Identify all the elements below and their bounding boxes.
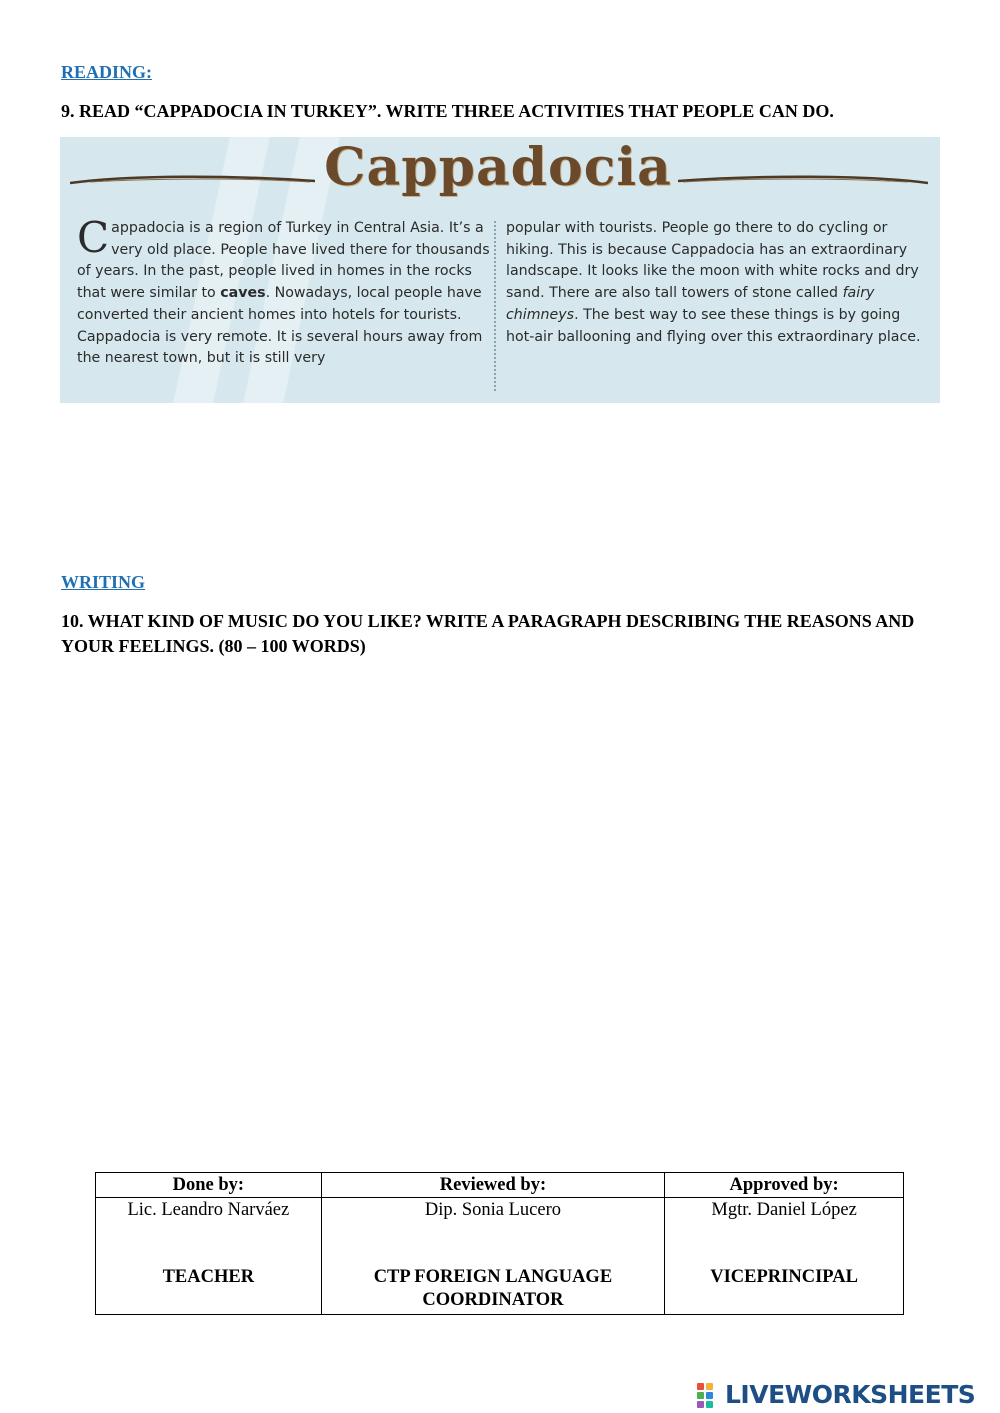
- reading-heading: READING:: [61, 62, 153, 82]
- left-swash-ornament: [70, 171, 315, 189]
- cappadocia-article: [60, 137, 940, 403]
- signature-header-row: [96, 1173, 904, 1198]
- liveworksheets-logo[interactable]: [697, 1379, 975, 1409]
- bold-word-caves: caves: [220, 285, 266, 302]
- coordinator-role: CTP FOREIGN LANGUAGE COORDINATOR: [373, 1267, 613, 1310]
- teacher-role: TEACHER: [162, 1267, 255, 1287]
- signature-table: [95, 1172, 904, 1315]
- teacher-name: Lic. Leandro Narváez: [127, 1200, 290, 1220]
- approved-by-header: Approved by:: [665, 1173, 904, 1198]
- article-right-column: [506, 218, 926, 348]
- coordinator-name: Dip. Sonia Lucero: [424, 1200, 561, 1220]
- done-by-cell: [96, 1198, 322, 1315]
- writing-question: 10. WHAT KIND OF MUSIC DO YOU LIKE? WRITE A PARAGRAPH DESCRIBING THE REASONS AND YOUR FEELINGS. (80 – 100 WORDS): [61, 611, 915, 656]
- left-column-text-2: . Nowadays, local people have converted their ancient homes into hotels for tourists. Cappadocia is very remote. It is several hours away from the nearest town, but it is still very: [77, 285, 483, 367]
- column-divider: [494, 221, 496, 391]
- viceprincipal-name: Mgtr. Daniel López: [711, 1200, 857, 1220]
- viceprincipal-role: VICEPRINCIPAL: [710, 1267, 858, 1287]
- right-column-text-2: . The best way to see these things is by going hot-air ballooning and flying over this extraordinary place.: [506, 306, 921, 345]
- drop-cap: C: [77, 213, 110, 262]
- done-by-header: Done by:: [96, 1173, 322, 1198]
- liveworksheets-logo-icon: [697, 1381, 723, 1407]
- italic-fairy-chimneys: fairy chimneys: [506, 285, 875, 323]
- writing-heading: WRITING: [61, 572, 146, 592]
- liveworksheets-logo-text: LIVEWORKSHEETS: [725, 1379, 976, 1409]
- right-swash-ornament: [678, 171, 928, 189]
- signature-body-row: [96, 1198, 904, 1315]
- reviewed-by-header: Reviewed by:: [321, 1173, 665, 1198]
- reading-question: 9. READ “CAPPADOCIA IN TURKEY”. WRITE THREE ACTIVITIES THAT PEOPLE CAN DO.: [61, 101, 834, 121]
- article-left-column: [77, 213, 492, 370]
- article-title: Cappadocia: [324, 137, 672, 198]
- right-column-text-1: popular with tourists. People go there to do cycling or hiking. This is because Cappadocia has an extraordinary landscape. It looks like the moon with white rocks and dry sand. There are also tall towers of stone called: [506, 220, 919, 302]
- left-column-text-1: appadocia is a region of Turkey in Central Asia. It’s a very old place. People have lived there for thousands of years. In the past, people lived in homes in the rocks that were similar to: [77, 220, 490, 302]
- reviewed-by-cell: [321, 1198, 665, 1315]
- approved-by-cell: [665, 1198, 904, 1315]
- article-title-row: [60, 137, 940, 212]
